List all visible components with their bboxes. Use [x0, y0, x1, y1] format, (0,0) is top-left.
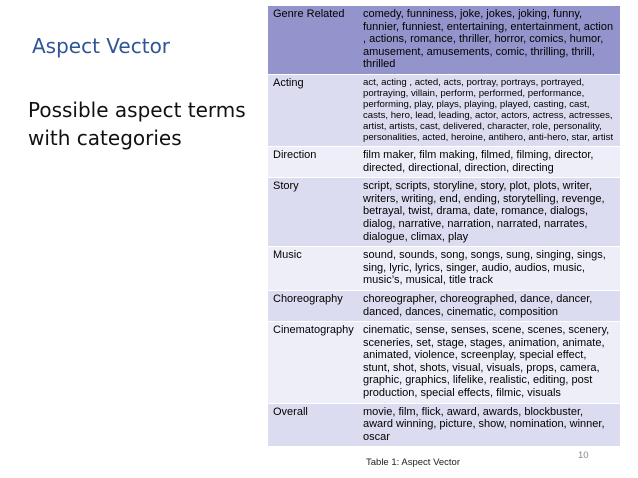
terms-cell: film maker, film making, filmed, filming, director, directed, directional, direction, directing [358, 146, 620, 177]
table-row [268, 290, 620, 321]
terms-cell: script, scripts, storyline, story, plot, plots, writer, writers, writing, end, ending, storytelling, revenge, betrayal, twist, drama, date, romance, dialogs, dialog, narrative, narration, narrated, narrates, dialogue, climax, play [358, 178, 620, 247]
category-cell: Overall [268, 403, 358, 447]
table-row [268, 74, 620, 146]
terms-cell: sound, sounds, song, songs, sung, singing, sings, sing, lyric, lyrics, singer, audio, audios, music, music’s, musical, title track [358, 247, 620, 291]
terms-cell: act, acting , acted, acts, portray, portrays, portrayed, portraying, villain, perform, performed, performance, performing, play, plays, playing, played, casting, cast, casts, hero, lead, leading, actor, actors, actress, actresses, artist, artists, cast, delivered, character, role, personality, personalities, acted, heroine, antihero, anti-hero, star, artist [358, 74, 620, 146]
table-row [268, 322, 620, 404]
table-row [268, 403, 620, 447]
category-cell: Acting [268, 74, 358, 146]
table-caption: Table 1: Aspect Vector [366, 457, 461, 468]
table-row [268, 247, 620, 291]
category-cell: Music [268, 247, 358, 291]
table-row [268, 146, 620, 177]
category-cell: Genre Related [268, 6, 358, 74]
terms-cell: choreographer, choreographed, dance, dancer, danced, dances, cinematic, composition [358, 290, 620, 321]
category-cell: Cinematography [268, 322, 358, 404]
slide-title: Aspect Vector [32, 34, 171, 58]
slide-subtitle: Possible aspect terms with categories [28, 98, 246, 150]
terms-cell: cinematic, sense, senses, scene, scenes, scenery, sceneries, set, stage, stages, animation, animate, animated, violence, screenplay, special effect, stunt, shot, shots, visual, visuals, props, camera, graphic, graphics, lifelike, realistic, editing, post production, special effects, filmic, visuals [358, 322, 620, 404]
terms-cell: comedy, funniness, joke, jokes, joking, funny, funnier, funniest, entertaining, entertainment, action , actions, romance, thriller, horror, comics, humor, amusement, amusements, comic, thrilling, thrill, thrilled [358, 6, 620, 74]
aspect-table [268, 6, 620, 447]
category-cell: Choreography [268, 290, 358, 321]
category-cell: Story [268, 178, 358, 247]
table-row [268, 178, 620, 247]
terms-cell: movie, film, flick, award, awards, blockbuster, award winning, picture, show, nomination, winner, oscar [358, 403, 620, 447]
category-cell: Direction [268, 146, 358, 177]
table-row [268, 6, 620, 74]
page-number: 10 [578, 450, 589, 461]
